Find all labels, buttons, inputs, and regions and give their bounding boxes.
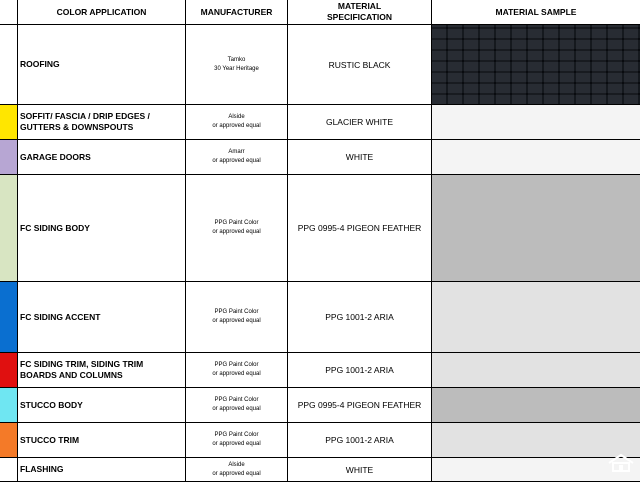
color-swatch [0,25,18,105]
table-row [0,25,640,105]
material-specification: GLACIER WHITE [288,105,432,140]
manufacturer: Amarr or approved equal [186,140,288,175]
material-specification: PPG 1001-2 ARIA [288,353,432,388]
shingle-sample-image [432,25,640,104]
table-row [0,175,640,282]
table-row [0,140,640,175]
color-application: FC SIDING ACCENT [18,282,186,353]
material-specification: PPG 0995-4 PIGEON FEATHER [288,175,432,282]
manufacturer: Tamko 30 Year Heritage [186,25,288,105]
material-sample [432,282,640,353]
table-row [0,423,640,458]
material-specification: PPG 0995-4 PIGEON FEATHER [288,388,432,423]
color-application: STUCCO BODY [18,388,186,423]
manufacturer: Alside or approved equal [186,458,288,482]
manufacturer: PPG Paint Color or approved equal [186,353,288,388]
color-swatch [0,175,18,282]
material-specification: WHITE [288,140,432,175]
color-application: SOFFIT/ FASCIA / DRIP EDGES / GUTTERS & DOWNSPOUTS [18,105,186,140]
table-row [0,105,640,140]
color-swatch [0,140,18,175]
color-application-header: COLOR APPLICATION [18,0,186,25]
manufacturer: PPG Paint Color or approved equal [186,423,288,458]
manufacturer: PPG Paint Color or approved equal [186,388,288,423]
color-swatch [0,353,18,388]
manufacturer: Alside or approved equal [186,105,288,140]
table-row [0,282,640,353]
material-specification-header: MATERIAL SPECIFICATION [288,0,432,25]
manufacturer: PPG Paint Color or approved equal [186,175,288,282]
material-sample-header: MATERIAL SAMPLE [432,0,640,25]
material-sample [432,388,640,423]
manufacturer: PPG Paint Color or approved equal [186,282,288,353]
manufacturer-header: MANUFACTURER [186,0,288,25]
color-application: ROOFING [18,25,186,105]
header-row [0,0,640,25]
color-application: FC SIDING TRIM, SIDING TRIM BOARDS AND COLUMNS [18,353,186,388]
material-sample [432,25,640,105]
color-application: FC SIDING BODY [18,175,186,282]
house-watermark-icon [606,453,636,473]
material-specification: RUSTIC BLACK [288,25,432,105]
color-swatch [0,388,18,423]
swatch-header [0,0,18,25]
color-application: GARAGE DOORS [18,140,186,175]
material-sample [432,175,640,282]
color-swatch [0,105,18,140]
material-sample [432,105,640,140]
material-specification: PPG 1001-2 ARIA [288,282,432,353]
material-sample [432,353,640,388]
table-row [0,353,640,388]
material-specification: WHITE [288,458,432,482]
color-swatch [0,282,18,353]
color-application: STUCCO TRIM [18,423,186,458]
table-row [0,388,640,423]
material-sample [432,140,640,175]
color-swatch [0,458,18,482]
material-specification: PPG 1001-2 ARIA [288,423,432,458]
table-row [0,458,640,482]
color-swatch [0,423,18,458]
color-application: FLASHING [18,458,186,482]
